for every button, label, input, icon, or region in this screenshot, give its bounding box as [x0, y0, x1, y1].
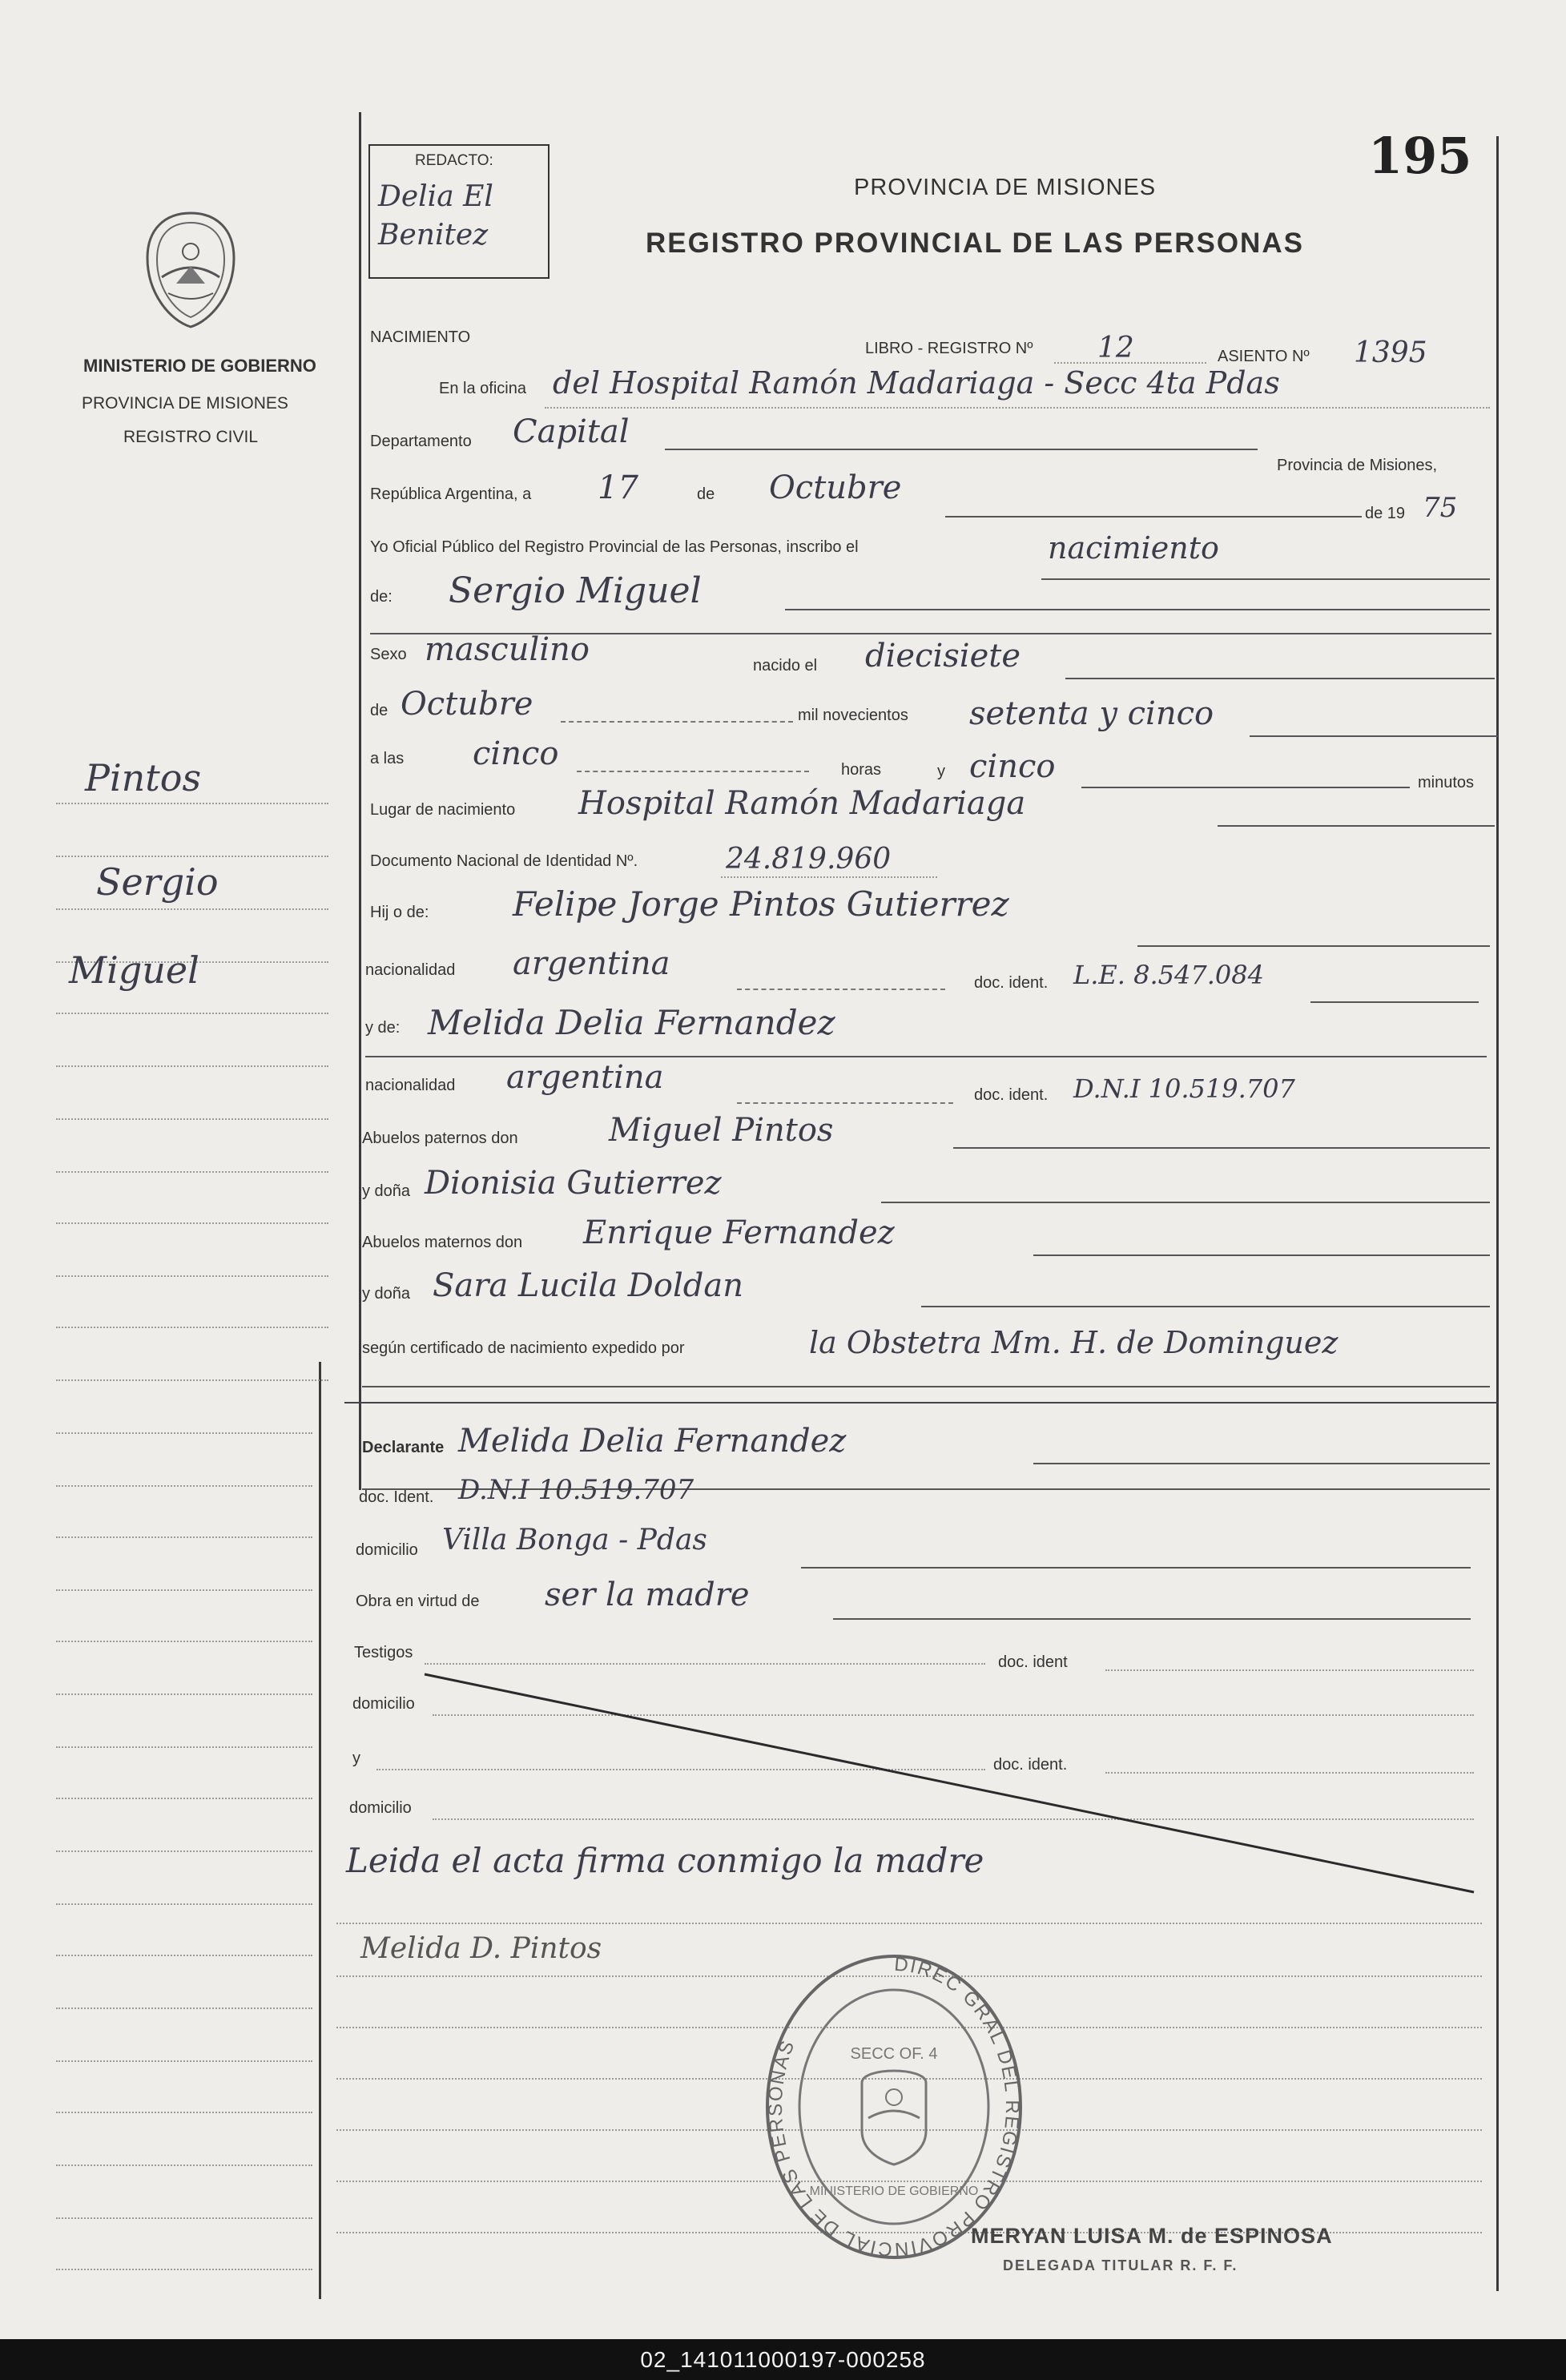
coat-of-arms-seal — [144, 210, 237, 330]
mil-label: mil novecientos — [798, 707, 908, 724]
redacto-signature: Delia El Benitez — [378, 180, 493, 252]
margin-name-surname: Pintos — [85, 756, 202, 799]
docident-label: doc. Ident. — [359, 1488, 434, 1506]
dni-value: 24.819.960 — [726, 843, 892, 876]
civil-registry-label: REGISTRO CIVIL — [123, 428, 259, 446]
y2-label: y — [352, 1750, 360, 1767]
declarante-label: Declarante — [362, 1439, 445, 1456]
left-margin-rule-lower — [319, 1362, 321, 2299]
provincia-label: Provincia de Misiones, — [1277, 457, 1438, 474]
right-margin-rule — [1496, 136, 1499, 2291]
oficina-value: del Hospital Ramón Madariaga - Secc 4ta Pdas — [553, 365, 1280, 401]
mother-signature: Melida D. Pintos — [360, 1932, 602, 1965]
yde-label: y de: — [365, 1019, 401, 1037]
oficial-label: Yo Oficial Público del Registro Provincial de las Personas, inscribo el — [370, 538, 859, 556]
horas-label: horas — [841, 761, 882, 779]
header-registry: REGISTRO PROVINCIAL DE LAS PERSONAS — [646, 228, 1304, 259]
padre-value: Felipe Jorge Pintos Gutierrez — [513, 884, 1009, 924]
mes2-value: Octubre — [401, 686, 533, 723]
doc2-value: D.N.I 10.519.707 — [1073, 1073, 1295, 1104]
horas-value: cinco — [473, 735, 559, 772]
ministry-label: MINISTERIO DE GOBIERNO — [83, 356, 316, 376]
certificado-value: la Obstetra Mm. H. de Dominguez — [809, 1325, 1339, 1360]
official-stamp — [758, 1947, 1030, 2267]
dia-value: 17 — [598, 469, 638, 506]
abuelos-paternos-value: Miguel Pintos — [609, 1112, 834, 1149]
nacionalidad2-label: nacionalidad — [365, 1077, 456, 1094]
asiento-label: ASIENTO Nº — [1218, 348, 1310, 365]
declarante-value: Melida Delia Fernandez — [458, 1423, 847, 1460]
departamento-label: Departamento — [370, 433, 472, 450]
ydona1-value: Dionisia Gutierrez — [425, 1165, 722, 1202]
stamp-center-text: SECC OF. 4 — [850, 2045, 938, 2063]
domicilio2-label: domicilio — [352, 1695, 415, 1713]
abuelos-paternos-label: Abuelos paternos don — [362, 1130, 518, 1147]
oficina-label: En la oficina — [439, 380, 526, 397]
anio-value: 75 — [1423, 492, 1458, 524]
closing-text: Leida el acta firma conmigo la madre — [346, 1841, 984, 1880]
left-margin-rule — [359, 112, 361, 1490]
section-divider — [344, 1402, 1498, 1403]
abuelos-maternos-value: Enrique Fernandez — [583, 1214, 895, 1251]
hijo-label: Hij o de: — [370, 904, 429, 921]
domicilio3-label: domicilio — [349, 1799, 412, 1817]
lugar-label: Lugar de nacimiento — [370, 801, 516, 819]
official-title: DELEGADA TITULAR R. F. F. — [1003, 2257, 1238, 2273]
margin-name-first: Sergio — [96, 860, 219, 904]
de-nombre-label: de: — [370, 588, 393, 606]
certificado-label: según certificado de nacimiento expedido por — [362, 1339, 685, 1357]
ydona2-value: Sara Lucila Doldan — [433, 1267, 743, 1304]
domicilio-value: Villa Bonga - Pdas — [442, 1524, 707, 1556]
nacido-label: nacido el — [753, 657, 818, 675]
header-province: PROVINCIA DE MISIONES — [854, 175, 1157, 200]
de-label: de — [697, 485, 715, 503]
docident-value: D.N.I 10.519.707 — [458, 1474, 694, 1506]
ydona2-label: y doña — [362, 1285, 411, 1303]
lugar-value: Hospital Ramón Madariaga — [578, 785, 1026, 822]
official-name: MERYAN LUISA M. de ESPINOSA — [971, 2224, 1333, 2248]
anio2-value: setenta y cinco — [969, 695, 1214, 732]
page-number: 195 — [1368, 127, 1472, 185]
minutos-label: minutos — [1418, 774, 1475, 791]
inscribo-value: nacimiento — [1048, 530, 1219, 566]
doc1-label: doc. ident. — [974, 974, 1049, 992]
stamp-ring-text: DIREC GRAL DEL REGISTRO PROVINCIAL DE LAS PERSONAS — [764, 1953, 1023, 2261]
minutos-value: cinco — [969, 748, 1056, 785]
nacido-value: diecisiete — [865, 638, 1021, 675]
de-mes2-label: de — [370, 702, 388, 719]
obra-label: Obra en virtud de — [356, 1593, 480, 1610]
testigos-label: Testigos — [354, 1644, 413, 1661]
libro-label: LIBRO - REGISTRO Nº — [865, 340, 1033, 357]
nacionalidad1-label: nacionalidad — [365, 961, 456, 979]
abuelos-maternos-label: Abuelos maternos don — [362, 1234, 523, 1251]
mes-value: Octubre — [769, 469, 902, 506]
asiento-value: 1395 — [1354, 336, 1427, 369]
alas-label: a las — [370, 750, 405, 767]
sexo-label: Sexo — [370, 646, 407, 663]
doc1-value: L.E. 8.547.084 — [1073, 960, 1264, 990]
redacto-box — [368, 144, 550, 279]
domicilio-label: domicilio — [356, 1541, 418, 1559]
doc2-label: doc. ident. — [974, 1086, 1049, 1104]
dni-label: Documento Nacional de Identidad Nº. — [370, 852, 638, 870]
libro-value: 12 — [1097, 332, 1134, 364]
redacto-label: REDACTO: — [415, 152, 493, 169]
republica-label: República Argentina, a — [370, 485, 532, 503]
nombre-value: Sergio Miguel — [449, 570, 702, 611]
de-anio-label: de 19 — [1365, 505, 1406, 522]
y-label: y — [937, 763, 945, 780]
margin-name-second: Miguel — [69, 948, 199, 992]
nacionalidad2-value: argentina — [506, 1059, 664, 1096]
sexo-value: masculino — [425, 631, 590, 668]
province-label: PROVINCIA DE MISIONES — [82, 394, 288, 413]
madre-value: Melida Delia Fernandez — [428, 1003, 835, 1042]
act-type: NACIMIENTO — [370, 328, 471, 346]
departamento-value: Capital — [513, 413, 630, 450]
footer-id: 02_141011000197-000258 — [0, 2339, 1566, 2380]
stamp-inner-text: MINISTERIO DE GOBIERNO — [809, 2185, 979, 2198]
docident2-label: doc. ident — [998, 1653, 1068, 1671]
ydona1-label: y doña — [362, 1182, 411, 1200]
docident3-label: doc. ident. — [993, 1756, 1068, 1774]
nacionalidad1-value: argentina — [513, 945, 670, 982]
obra-value: ser la madre — [545, 1577, 750, 1613]
